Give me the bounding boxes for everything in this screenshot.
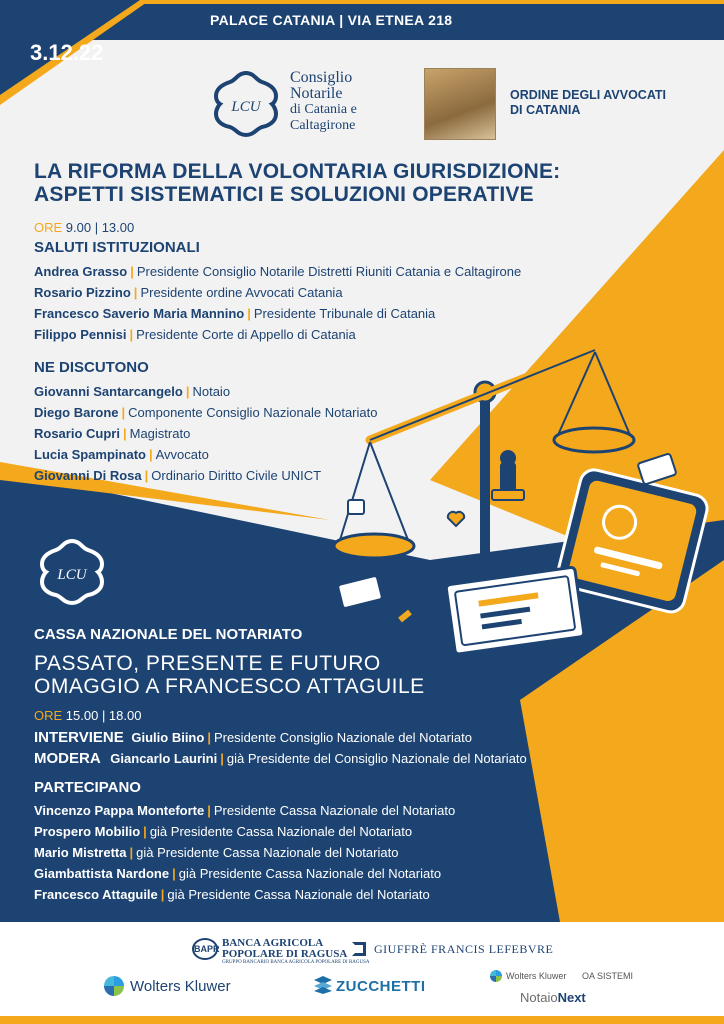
session2-program — [34, 708, 694, 905]
list-item: Giovanni Santarcangelo | Notaio — [34, 384, 231, 399]
zucchetti-logo-icon — [314, 976, 332, 994]
session1-title-line2: ASPETTI SISTEMATICI E SOLUZIONI OPERATIVE — [34, 183, 534, 206]
modera-row: MODERA Giancarlo Laurini | già Presidente del Consiglio Nazionale del Notariato — [34, 750, 527, 767]
consiglio-logo-mark: LCU — [231, 99, 261, 115]
ordine-avvocati-name — [510, 88, 666, 118]
consiglio-line3: di Catania e — [290, 102, 357, 117]
list-item: Prospero Mobilio | già Presidente Cassa Nazionale del Notariato — [34, 824, 413, 839]
list-item: Giovanni Di Rosa | Ordinario Diritto Civile UNICT — [34, 468, 322, 483]
saluti-list — [34, 261, 674, 345]
partecipano-heading: PARTECIPANO — [34, 779, 141, 796]
wolters-kluwer-logo-icon — [104, 976, 124, 996]
giuffre-sponsor: GIUFFRÈ FRANCIS LEFEBVRE — [374, 942, 554, 956]
consiglio-notarile-logo-icon — [212, 70, 280, 138]
partecipano-list — [34, 800, 694, 905]
session1-ore-label: ORE — [34, 220, 63, 235]
session2-ore-label: ORE — [34, 708, 63, 723]
wolters-kluwer-small-sponsor: Wolters Kluwer — [506, 971, 567, 981]
session2-time — [34, 708, 694, 723]
list-item: Rosario Cupri | Magistrato — [34, 426, 191, 441]
notaio-next-sponsor: NotaioNext — [520, 990, 586, 1005]
list-item: Vincenzo Pappa Monteforte | Presidente Cassa Nazionale del Notariato — [34, 803, 456, 818]
bapr-logo-icon: BAPR — [192, 938, 218, 960]
session2-title-line1: PASSATO, PRESENTE E FUTURO — [34, 652, 381, 675]
list-item: Rosario Pizzino | Presidente ordine Avvocati Catania — [34, 285, 343, 300]
list-item: Francesco Saverio Maria Mannino | Presidente Tribunale di Catania — [34, 306, 436, 321]
session2-ore-time: 15.00 | 18.00 — [65, 708, 142, 723]
saluti-heading: SALUTI ISTITUZIONALI — [34, 239, 200, 256]
wolters-kluwer-sponsor: Wolters Kluwer — [130, 978, 231, 995]
ordine-line2: DI CATANIA — [510, 103, 581, 117]
wolters-kluwer-small-logo-icon — [490, 970, 502, 982]
list-item: Filippo Pennisi | Presidente Corte di Appello di Catania — [34, 327, 356, 342]
consiglio-line2: Notarile — [290, 85, 343, 102]
list-item: Francesco Attaguile | già Presidente Cassa Nazionale del Notariato — [34, 887, 430, 902]
interviene-row: INTERVIENE Giulio Biino | Presidente Consiglio Nazionale del Notariato — [34, 729, 472, 746]
session2-title — [34, 652, 425, 698]
zucchetti-sponsor: ZUCCHETTI — [336, 978, 426, 995]
oa-sistemi-sponsor: OA SISTEMI — [582, 971, 634, 981]
venue-address: PALACE CATANIA | VIA ETNEA 218 — [210, 12, 453, 28]
cassa-notariato-logo-icon — [38, 538, 106, 606]
discutono-heading: NE DISCUTONO — [34, 359, 149, 376]
list-item: Andrea Grasso | Presidente Consiglio Notarile Distretti Riuniti Catania e Caltagirone — [34, 264, 522, 279]
ordine-line1: ORDINE DEGLI AVVOCATI — [510, 88, 667, 102]
consiglio-line4: Caltagirone — [290, 118, 356, 133]
bapr-sponsor: BANCA AGRICOLA POPOLARE DI RAGUSA GRUPPO BANCARIO BANCA AGRICOLA POPOLARE DI RAGUSA — [222, 937, 370, 965]
consiglio-notarile-name — [290, 70, 357, 134]
list-item: Lucia Spampinato | Avvocato — [34, 447, 209, 462]
giuffre-logo-icon — [352, 942, 366, 956]
cassa-logo-mark: LCU — [57, 567, 87, 583]
consiglio-line1: Consiglio — [290, 69, 353, 86]
list-item: Giambattista Nardone | già Presidente Cassa Nazionale del Notariato — [34, 866, 442, 881]
session1-time — [34, 220, 674, 235]
bottom-accent-strip — [0, 1016, 724, 1024]
session2-title-line2: OMAGGIO A FRANCESCO ATTAGUILE — [34, 675, 425, 698]
documents-icon — [446, 567, 584, 654]
session1-title — [34, 160, 694, 206]
list-item: Mario Mistretta | già Presidente Cassa Nazionale del Notariato — [34, 845, 399, 860]
justice-scale-illustration — [300, 340, 720, 660]
ordine-avvocati-image — [424, 68, 496, 140]
list-item: Diego Barone | Componente Consiglio Nazionale Notariato — [34, 405, 378, 420]
session1-ore-time: 9.00 | 13.00 — [65, 220, 135, 235]
session1-title-line1: LA RIFORMA DELLA VOLONTARIA GIURISDIZIONE: — [34, 160, 561, 183]
event-date: 3.12.22 — [30, 40, 104, 65]
cassa-org-name: CASSA NAZIONALE DEL NOTARIATO — [34, 626, 303, 643]
